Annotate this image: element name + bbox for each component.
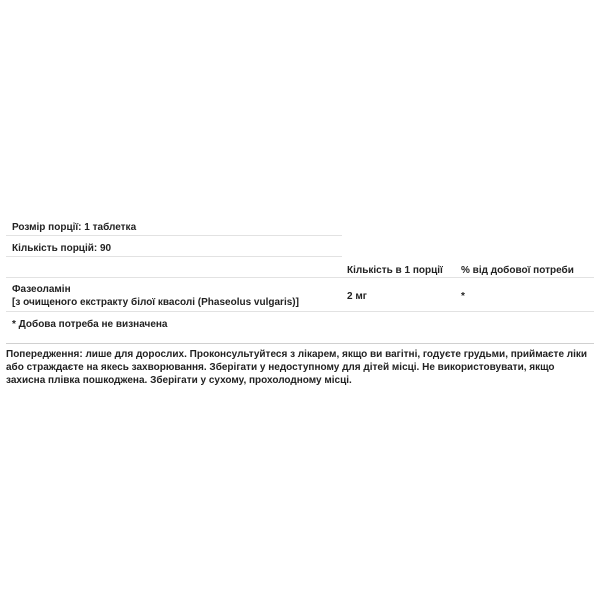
servings-row — [6, 236, 342, 257]
warning-text: Попередження: лише для дорослих. Проконсультуйтеся з лікарем, якщо ви вагітні, годуєте грудьми, приймаєте ліки або страждаєте на якесь захворювання. Зберігати у недоступному для дітей місці. Не використовувати, якщо захисна плівка пошкоджена. Зберігати у сухому, прохолодному місці. — [6, 343, 594, 387]
ingredient-name-cell — [12, 283, 299, 309]
amount-column-header: Кількість в 1 порції — [347, 265, 443, 276]
footnote-row — [6, 312, 594, 336]
serving-size: Розмір порції: 1 таблетка — [12, 222, 137, 233]
servings-per-container: Кількість порцій: 90 — [12, 243, 112, 254]
table-row — [6, 278, 594, 312]
ingredient-source: [з очищеного екстракту білої квасолі (Phaseolus vulgaris)] — [12, 297, 299, 308]
daily-value-column-header: % від добової потреби — [461, 265, 574, 276]
supplement-facts-table — [6, 215, 594, 336]
ingredient-amount: 2 мг — [347, 291, 367, 302]
serving-size-row — [6, 215, 342, 236]
ingredient-name: Фазеоламін — [12, 284, 71, 295]
table-header-row — [6, 257, 594, 278]
footnote: * Добова потреба не визначена — [12, 319, 168, 330]
ingredient-daily-value: * — [461, 291, 465, 302]
